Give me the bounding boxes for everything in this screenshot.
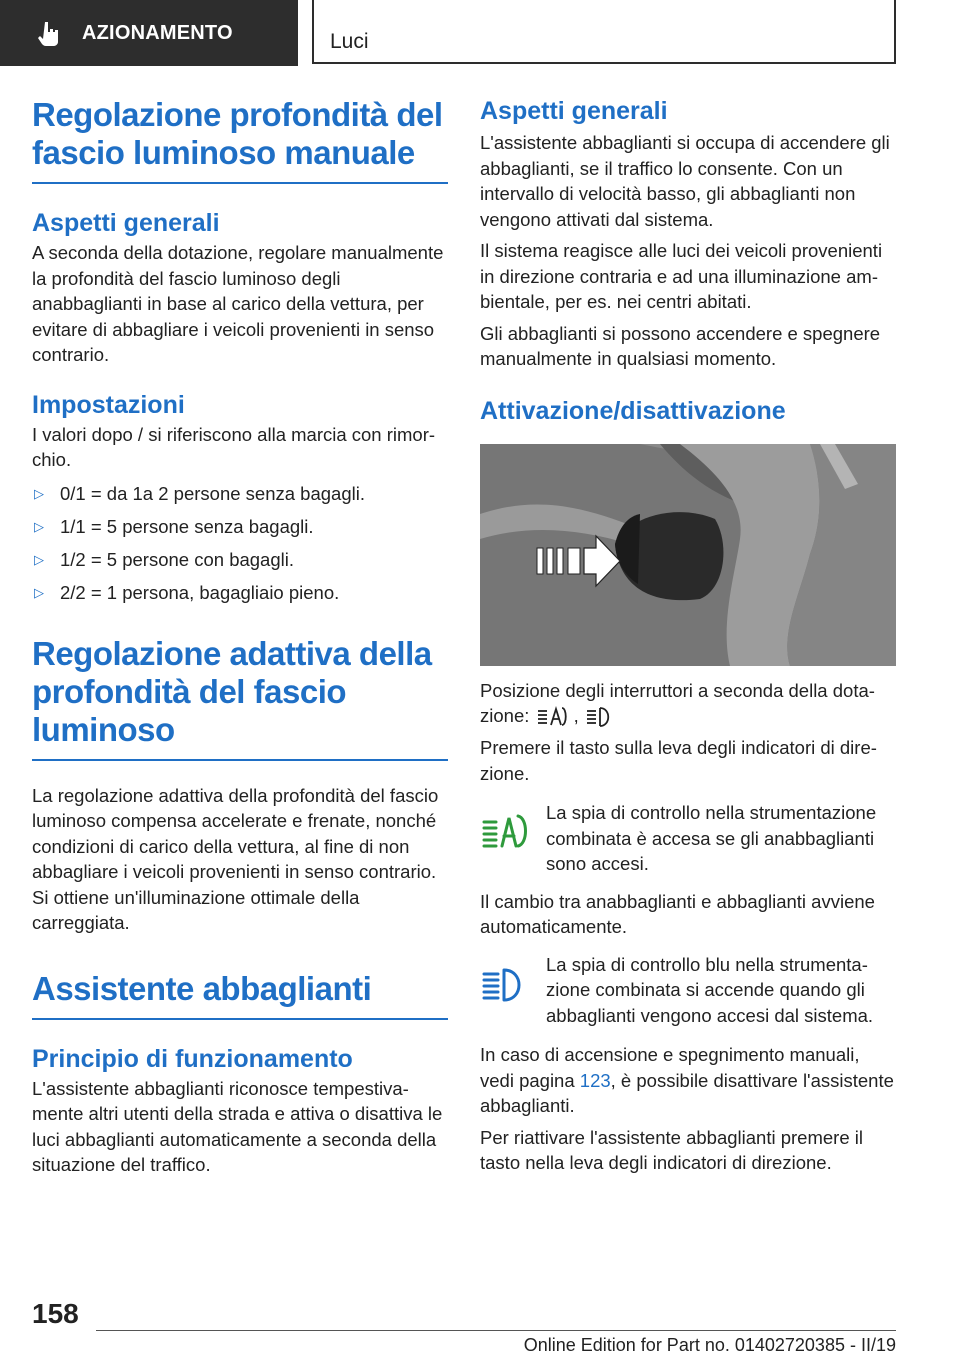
triangle-bullet-icon: ▷ — [34, 485, 44, 501]
heading-high-beam-assistant: Assistente abbaglianti — [32, 969, 372, 1007]
list-item: ▷ 1/2 = 5 persone con bagagli. — [34, 548, 294, 570]
paragraph-indicator-assistant: La spia di controllo nella strumentazione combinata è accesa se gli anabbaglianti sono accesi. — [546, 802, 877, 875]
page-reference-link[interactable]: 123 — [579, 1069, 611, 1091]
subheading-general: Aspetti generali — [32, 209, 220, 237]
section-title: AZIONAMENTO — [82, 21, 233, 44]
paragraph-switch: Il cambio tra anabbaglianti e abbaglianti avviene automaticamente. — [480, 890, 875, 938]
stalk-photo-drawing — [480, 444, 896, 666]
paragraph-general: A seconda della dotazione, regolare manualmente la profondità del fascio luminoso degli anabbaglianti in base al carico della vettura, per evitare di abbagliare i veicoli provenienti in senso contrario. — [32, 242, 444, 365]
subheading-principle: Principio di funzionamento — [32, 1044, 353, 1073]
subheading-settings: Impostazioni — [32, 390, 185, 419]
right-column — [480, 96, 896, 1176]
heading-manual-beam-adjustment: Regolazione profondità del fascio luminoso manuale — [32, 96, 443, 171]
paragraph-reactivate: Per riattivare l'assistente abbaglianti premere il tasto nella leva degli indicatori di direzione. — [480, 1126, 863, 1174]
paragraph-general-3: Gli abbaglianti si possono accendere e spegnere manualmente in qualsiasi momento. — [480, 322, 881, 369]
paragraph-adaptive: La regolazione adattiva della profondità del fascio luminoso compensa accelerate e frenate, nonché condizioni di carico della vettura, al fine di non abbagliare i veicoli provenienti in senso contrario. Si ottiene un'illuminazione ottimale della carreggiata. — [32, 784, 439, 933]
footer-rule — [96, 1330, 896, 1331]
paragraph-caption: Posizione degli interruttori a seconda della dotazione: , — [480, 678, 896, 730]
paragraph-manual: In caso di accensione e spegnimento manuali, vedi pagina 123, è possibile disattivare l'assistente abbaglianti. — [480, 1044, 894, 1117]
high-beam-icon — [584, 705, 614, 729]
header-section-tab — [0, 0, 298, 66]
paragraph-principle: L'assistente abbaglianti riconosce tempestivamente altri utenti della strada e attiva o disattiva le luci abbaglianti automaticamente a seconda della situazione del traffico. — [32, 1077, 443, 1175]
triangle-bullet-icon: ▷ — [34, 584, 44, 600]
hand-pointer-icon — [38, 20, 62, 46]
high-beam-assistant-icon — [535, 705, 569, 729]
triangle-bullet-icon: ▷ — [34, 518, 44, 534]
page-number: 158 — [32, 1298, 79, 1329]
heading-rule — [32, 759, 448, 761]
indicator-stalk-photo — [480, 444, 896, 666]
triangle-bullet-icon: ▷ — [34, 551, 44, 567]
list-item: ▷ 0/1 = da 1a 2 persone senza bagagli. — [34, 482, 365, 504]
list-item: ▷ 2/2 = 1 persona, bagagliaio pieno. — [34, 581, 340, 603]
high-beam-indicator-icon — [480, 964, 532, 1004]
heading-adaptive-beam-adjustment: Regolazione adattiva della profondità del fascio luminoso — [32, 634, 432, 748]
subheading-activation: Attivazione/disattivazione — [480, 396, 786, 425]
settings-list — [32, 481, 448, 605]
paragraph-general-1: L'assistente abbaglianti si occupa di accendere gli abbaglianti, se il traffico lo consente. Con un intervallo di velocità basso, gli abbaglianti non vengono attivati dal sistema. — [480, 132, 890, 230]
heading-rule — [32, 182, 448, 184]
left-column — [32, 96, 448, 1178]
paragraph-general-2: Il sistema reagisce alle luci dei veicoli provenienti in direzione contraria e ad una illuminazione ambientale, per es. nei centri abitati. — [480, 240, 883, 312]
paragraph-press: Premere il tasto sulla leva degli indicatori di direzione. — [480, 737, 877, 784]
indicator-row-assistant — [480, 800, 896, 877]
paragraph-settings: I valori dopo / si riferiscono alla marcia con rimorchio. — [32, 423, 436, 470]
subheading-general-right: Aspetti generali — [480, 97, 668, 125]
heading-rule — [32, 1018, 448, 1020]
paragraph-indicator-highbeam: La spia di controllo blu nella strumentazione combinata si accende quando gli abbaglianti vengono accesi dal sistema. — [546, 953, 874, 1026]
list-item: ▷ 1/1 = 5 persone senza bagagli. — [34, 515, 314, 537]
header-chapter-tab — [312, 0, 896, 64]
indicator-row-highbeam — [480, 952, 896, 1029]
footer-edition: Online Edition for Part no. 01402720385 - II/19 — [523, 1335, 896, 1355]
chapter-title: Luci — [330, 30, 369, 53]
high-beam-assistant-indicator-icon — [480, 812, 532, 852]
